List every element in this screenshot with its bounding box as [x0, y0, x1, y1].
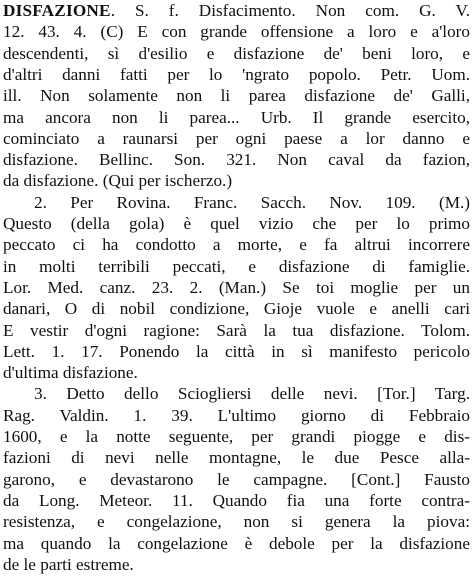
entry-line: 1600, e la notte seguente, per grandi piogge e dis- [3, 427, 470, 446]
entry-line: d'ultima disfazione. [3, 363, 138, 383]
entry-line: danari, O di nobil condizione, Gioje vuole e anelli cari [3, 299, 470, 319]
entry-line: 12. 43. 4. (C) E con grande offensione a loro e a'loro [3, 22, 470, 42]
headword: DISFAZIONE [3, 1, 111, 20]
entry-line: DISFAZIONE. S. f. Disfacimento. Non com. G. V. [3, 1, 470, 20]
entry-line: cominciato a raunarsi per ogni paese a lor danno e [3, 128, 470, 148]
entry-line: descendenti, sì d'esilio e disfazione de' beni loro, e [3, 43, 470, 63]
entry-line: fazioni di nevi nelle montagne, le due Pesce alla- [3, 448, 470, 468]
entry-line: d'altri danni fatti per lo 'ngrato popolo. Petr. Uom. [3, 64, 470, 84]
entry-line: resistenza, e congelazione, non si genera la piova: [3, 512, 470, 532]
entry-line: Lett. 1. 17. Ponendo la città in sì manifesto pericolo [3, 341, 470, 361]
entry-line: Rag. Valdin. 1. 39. L'ultimo giorno di Febbraio [3, 405, 470, 425]
entry-line: ill. Non solamente non li parea disfazione de' Galli, [3, 86, 470, 106]
entry-line: ma quando la congelazione è debole per la disfazione [3, 533, 470, 553]
sense-2-start: 2. Per Rovina. Franc. Sacch. Nov. 109. (M.) [34, 192, 470, 212]
entry-line: in molti terribili peccati, e disfazione di famiglie. [3, 256, 470, 276]
entry-line: da disfazione. (Qui per ischerzo.) [3, 171, 233, 191]
entry-line: peccato ci ha condotto a morte, e fa altrui incorrere [3, 235, 470, 255]
entry-line: Lor. Med. canz. 23. 2. (Man.) Se toi moglie per un [3, 277, 470, 297]
sense-3-start: 3. Detto dello Sciogliersi delle nevi. [Tor.] Targ. [34, 384, 470, 404]
entry-line: E vestir d'ogni ragione: Sarà la tua disfazione. Tolom. [3, 320, 470, 340]
entry-line: Questo (della gola) è quel vizio che per lo primo [3, 214, 470, 233]
entry-line: de le parti estreme. [3, 554, 134, 574]
entry-line: garono, e devastarono le campagne. [Cont.] Fausto [3, 469, 470, 489]
entry-line: ma ancora non li parea... Urb. Il grande esercito, [3, 107, 470, 127]
entry-line: disfazione. Bellinc. Son. 321. Non caval da fazion, [3, 150, 470, 170]
entry-line: da Long. Meteor. 11. Quando fia una forte contra- [3, 490, 470, 510]
